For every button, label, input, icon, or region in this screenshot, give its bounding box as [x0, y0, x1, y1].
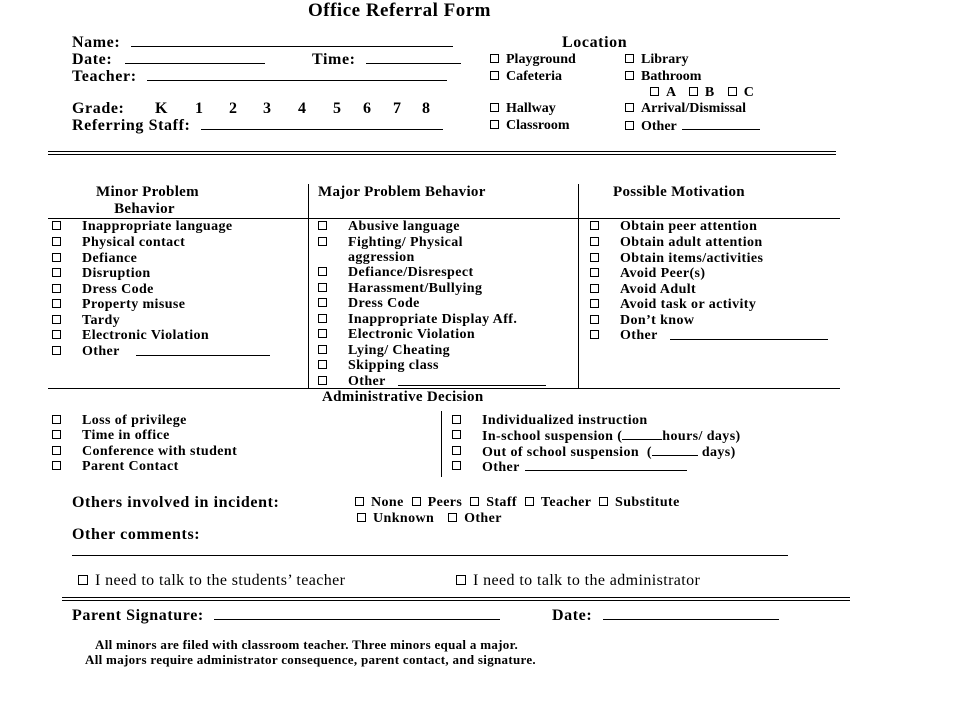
grade-label: Grade:: [72, 100, 125, 117]
checkbox[interactable]: [318, 376, 327, 385]
minor-label: Defiance: [82, 251, 138, 266]
checkbox[interactable]: [52, 299, 61, 308]
checkbox[interactable]: [625, 71, 634, 80]
grade-option[interactable]: 6: [363, 100, 372, 117]
time-label: Time:: [312, 51, 356, 68]
major-item[interactable]: [318, 235, 463, 251]
minor-item[interactable]: [52, 219, 233, 235]
grade-option[interactable]: 3: [263, 100, 272, 117]
checkbox[interactable]: [689, 87, 698, 96]
checkbox[interactable]: [357, 513, 366, 522]
checkbox[interactable]: [318, 283, 327, 292]
major-behavior-heading: Major Problem Behavior: [318, 184, 486, 200]
grade-option[interactable]: 2: [229, 100, 238, 117]
major-item[interactable]: [318, 312, 518, 328]
talk-to-teacher-label: I need to talk to the students’ teacher: [95, 572, 346, 589]
others-option-label: Peers: [427, 495, 463, 510]
others-involved-label: Others involved in incident:: [72, 494, 280, 511]
motivation-label: Obtain items/activities: [620, 251, 764, 266]
location-label: Hallway: [506, 101, 556, 116]
admin-label: Parent Contact: [82, 459, 179, 474]
checkbox[interactable]: [52, 446, 61, 455]
checkbox[interactable]: [412, 497, 421, 506]
checkbox[interactable]: [52, 330, 61, 339]
others-options-line1: [355, 495, 680, 511]
location-bathroom[interactable]: [625, 69, 701, 85]
checkbox[interactable]: [490, 120, 499, 129]
signature-date-field[interactable]: [552, 607, 779, 625]
teacher-field[interactable]: [72, 68, 447, 86]
form-title: Office Referral Form: [308, 0, 492, 21]
motivation-label: Avoid task or activity: [620, 297, 757, 312]
days-line[interactable]: [652, 444, 698, 456]
checkbox[interactable]: [52, 221, 61, 230]
checkbox[interactable]: [318, 345, 327, 354]
minor-label: Dress Code: [82, 282, 154, 297]
checkbox[interactable]: [470, 497, 479, 506]
bathroom-option-label: C: [743, 85, 754, 100]
checkbox[interactable]: [590, 221, 599, 230]
minor-label: Inappropriate language: [82, 219, 233, 234]
minor-label: Electronic Violation: [82, 328, 210, 343]
checkbox[interactable]: [590, 330, 599, 339]
checkbox[interactable]: [52, 461, 61, 470]
major-label: Other: [348, 374, 386, 389]
table-column-divider: [308, 184, 309, 388]
bathroom-options: [650, 85, 754, 101]
talk-to-admin[interactable]: [456, 572, 700, 590]
others-option-label: Other: [464, 511, 502, 526]
checkbox[interactable]: [78, 575, 88, 585]
admin-item[interactable]: [452, 459, 520, 475]
admin-column-divider: [441, 411, 442, 477]
admin-label: Loss of privilege: [82, 413, 187, 428]
minor-label: Physical contact: [82, 235, 186, 250]
bathroom-option-label: A: [666, 85, 676, 100]
minor-label: Disruption: [82, 266, 151, 281]
minor-item[interactable]: [52, 313, 121, 329]
location-label: Other: [641, 119, 677, 134]
parent-signature-line[interactable]: [214, 608, 500, 620]
major-label: Lying/ Cheating: [348, 343, 451, 358]
checkbox[interactable]: [52, 284, 61, 293]
minor-behavior-heading: [96, 184, 199, 218]
others-options-line2: [357, 511, 502, 527]
major-label: Skipping class: [348, 358, 439, 373]
motivation-item[interactable]: [590, 282, 697, 298]
checkbox[interactable]: [525, 497, 534, 506]
checkbox[interactable]: [318, 221, 327, 230]
date-label: Date:: [72, 51, 113, 68]
talk-to-admin-label: I need to talk to the administrator: [473, 572, 701, 589]
location-label: Cafeteria: [506, 69, 562, 84]
location-arrival-dismissal[interactable]: [625, 101, 746, 117]
admin-label: [482, 428, 741, 445]
checkbox[interactable]: [52, 268, 61, 277]
checkbox[interactable]: [52, 315, 61, 324]
footer-note: All minors are filed with classroom teacher. Three minors equal a major.: [95, 637, 519, 652]
grade-option[interactable]: K: [155, 100, 169, 117]
admin-label-part: days): [701, 445, 736, 460]
minor-item[interactable]: [52, 251, 138, 267]
admin-label-part: (: [646, 445, 652, 460]
talk-to-teacher[interactable]: [78, 572, 345, 590]
checkbox[interactable]: [490, 71, 499, 80]
header-divider: [48, 151, 836, 152]
major-item[interactable]: [318, 281, 483, 297]
checkbox[interactable]: [452, 446, 461, 455]
admin-label: Conference with student: [82, 444, 238, 459]
admin-label-part: Other: [482, 460, 520, 475]
checkbox[interactable]: [52, 253, 61, 262]
checkbox[interactable]: [52, 430, 61, 439]
table-column-divider: [578, 184, 579, 388]
teacher-line[interactable]: [147, 69, 447, 81]
motivation-item[interactable]: [590, 235, 763, 251]
grade-option[interactable]: 4: [298, 100, 307, 117]
checkbox[interactable]: [318, 314, 327, 323]
others-option-label: Teacher: [540, 495, 592, 510]
checkbox[interactable]: [355, 497, 364, 506]
major-label: Inappropriate Display Aff.: [348, 312, 518, 327]
motivation-other-line[interactable]: [670, 328, 828, 340]
checkbox[interactable]: [52, 346, 61, 355]
major-label: Abusive language: [348, 219, 460, 234]
motivation-item[interactable]: [590, 313, 695, 329]
location-library[interactable]: [625, 52, 688, 68]
signature-divider: [62, 600, 850, 601]
checkbox[interactable]: [452, 430, 461, 439]
major-label: aggression: [348, 250, 415, 265]
minor-item[interactable]: [52, 282, 154, 298]
admin-other-line[interactable]: [525, 459, 687, 471]
location-classroom[interactable]: [490, 118, 570, 134]
admin-item[interactable]: [452, 428, 741, 444]
major-label: Fighting/ Physical: [348, 235, 463, 250]
checkbox[interactable]: [625, 103, 634, 112]
motivation-item[interactable]: [590, 328, 658, 344]
checkbox[interactable]: [599, 497, 608, 506]
admin-label: Time in office: [82, 428, 170, 443]
date-line[interactable]: [125, 52, 265, 64]
checkbox[interactable]: [625, 121, 634, 130]
major-label: Dress Code: [348, 296, 420, 311]
motivation-item[interactable]: [590, 297, 757, 313]
checkbox[interactable]: [625, 54, 634, 63]
bathroom-option-label: B: [704, 85, 715, 100]
major-label: Electronic Violation: [348, 327, 476, 342]
admin-label: Individualized instruction: [482, 413, 648, 428]
checkbox[interactable]: [318, 298, 327, 307]
checkbox[interactable]: [52, 415, 61, 424]
checkbox[interactable]: [590, 268, 599, 277]
grade-field: [72, 100, 124, 118]
motivation-label: Obtain peer attention: [620, 219, 758, 234]
major-other-line[interactable]: [398, 374, 546, 386]
checkbox[interactable]: [52, 237, 61, 246]
grade-option[interactable]: 7: [393, 100, 402, 117]
major-item[interactable]: [318, 219, 460, 235]
major-label: Harassment/Bullying: [348, 281, 483, 296]
motivation-label: Avoid Adult: [620, 282, 697, 297]
others-option-label: None: [371, 495, 404, 510]
admin-item[interactable]: [52, 459, 179, 475]
motivation-label: Avoid Peer(s): [620, 266, 706, 281]
signature-date-label: Date:: [552, 607, 593, 624]
location-label: Bathroom: [641, 69, 702, 84]
admin-item[interactable]: [52, 413, 187, 429]
minor-item[interactable]: [52, 235, 186, 251]
minor-heading-line: Behavior: [114, 201, 175, 217]
location-title: Location: [562, 34, 628, 51]
checkbox[interactable]: [590, 284, 599, 293]
motivation-item[interactable]: [590, 266, 706, 282]
admin-label-part: In-school suspension (: [482, 429, 623, 444]
minor-label: Tardy: [82, 313, 121, 328]
checkbox[interactable]: [650, 87, 659, 96]
motivation-label: Don’t know: [620, 313, 695, 328]
minor-label: Property misuse: [82, 297, 186, 312]
hours-days-line[interactable]: [622, 428, 662, 440]
motivation-label: Other: [620, 328, 658, 343]
checkbox[interactable]: [318, 329, 327, 338]
admin-item[interactable]: [452, 413, 648, 429]
referring-staff-line[interactable]: [201, 118, 443, 130]
checkbox[interactable]: [318, 360, 327, 369]
location-cafeteria[interactable]: [490, 69, 562, 85]
minor-label: Other: [82, 344, 120, 359]
name-field[interactable]: [72, 34, 453, 52]
location-other-line[interactable]: [682, 118, 760, 130]
major-item[interactable]: [318, 327, 476, 343]
location-label: Arrival/Dismissal: [641, 101, 746, 116]
major-item[interactable]: [318, 374, 386, 390]
grade-option[interactable]: 5: [333, 100, 342, 117]
minor-heading-line: Minor Problem: [96, 184, 199, 200]
admin-item[interactable]: [52, 428, 170, 444]
name-line[interactable]: [131, 35, 453, 47]
major-label: Defiance/Disrespect: [348, 265, 474, 280]
motivation-item[interactable]: [590, 251, 764, 267]
minor-item[interactable]: [52, 297, 186, 313]
major-item[interactable]: [318, 296, 420, 312]
others-option-label: Staff: [486, 495, 517, 510]
admin-label-part: hours/ days): [662, 429, 741, 444]
checkbox[interactable]: [590, 299, 599, 308]
minor-item[interactable]: [52, 266, 151, 282]
location-playground[interactable]: [490, 52, 576, 68]
others-option-label: Substitute: [615, 495, 680, 510]
referring-staff-label: Referring Staff:: [72, 117, 191, 134]
header-divider: [48, 154, 836, 155]
parent-signature-field[interactable]: [72, 607, 500, 625]
location-hallway[interactable]: [490, 101, 556, 117]
parent-signature-label: Parent Signature:: [72, 607, 204, 624]
date-field[interactable]: [72, 51, 265, 69]
checkbox[interactable]: [490, 103, 499, 112]
minor-other-line[interactable]: [136, 344, 270, 356]
checkbox[interactable]: [728, 87, 737, 96]
admin-label: [482, 459, 687, 476]
checkbox[interactable]: [590, 315, 599, 324]
admin-label-part: Out of school suspension: [482, 445, 640, 460]
checkbox[interactable]: [590, 237, 599, 246]
motivation-item[interactable]: [590, 219, 758, 235]
location-label: Playground: [506, 52, 576, 67]
comments-line[interactable]: [72, 555, 788, 556]
name-label: Name:: [72, 34, 121, 51]
checkbox[interactable]: [456, 575, 466, 585]
checkbox[interactable]: [318, 267, 327, 276]
minor-item[interactable]: [52, 328, 210, 344]
time-line[interactable]: [366, 52, 461, 64]
time-field[interactable]: [312, 51, 461, 69]
minor-item[interactable]: [52, 344, 120, 360]
footer-note: All majors require administrator consequence, parent contact, and signature.: [85, 652, 536, 667]
checkbox[interactable]: [490, 54, 499, 63]
others-option-label: Unknown: [373, 511, 435, 526]
grade-option[interactable]: 8: [422, 100, 431, 117]
motivation-heading: Possible Motivation: [613, 184, 745, 200]
admin-decision-heading: Administrative Decision: [322, 389, 484, 405]
major-item[interactable]: [318, 358, 439, 374]
checkbox[interactable]: [318, 237, 327, 246]
admin-item[interactable]: [452, 444, 736, 460]
grade-option[interactable]: 1: [195, 100, 204, 117]
others-involved: [72, 494, 279, 512]
teacher-label: Teacher:: [72, 68, 137, 85]
other-comments-label: Other comments:: [72, 526, 201, 543]
location-label: Classroom: [506, 118, 570, 133]
signature-divider: [62, 597, 850, 598]
major-item[interactable]: [318, 265, 474, 281]
location-other[interactable]: [625, 118, 760, 135]
checkbox[interactable]: [590, 253, 599, 262]
checkbox[interactable]: [448, 513, 457, 522]
major-item[interactable]: [318, 343, 451, 359]
checkbox[interactable]: [452, 461, 461, 470]
checkbox[interactable]: [452, 415, 461, 424]
signature-date-line[interactable]: [603, 608, 779, 620]
motivation-label: Obtain adult attention: [620, 235, 763, 250]
admin-item[interactable]: [52, 444, 238, 460]
location-label: Library: [641, 52, 689, 67]
referring-staff-field[interactable]: [72, 117, 443, 135]
